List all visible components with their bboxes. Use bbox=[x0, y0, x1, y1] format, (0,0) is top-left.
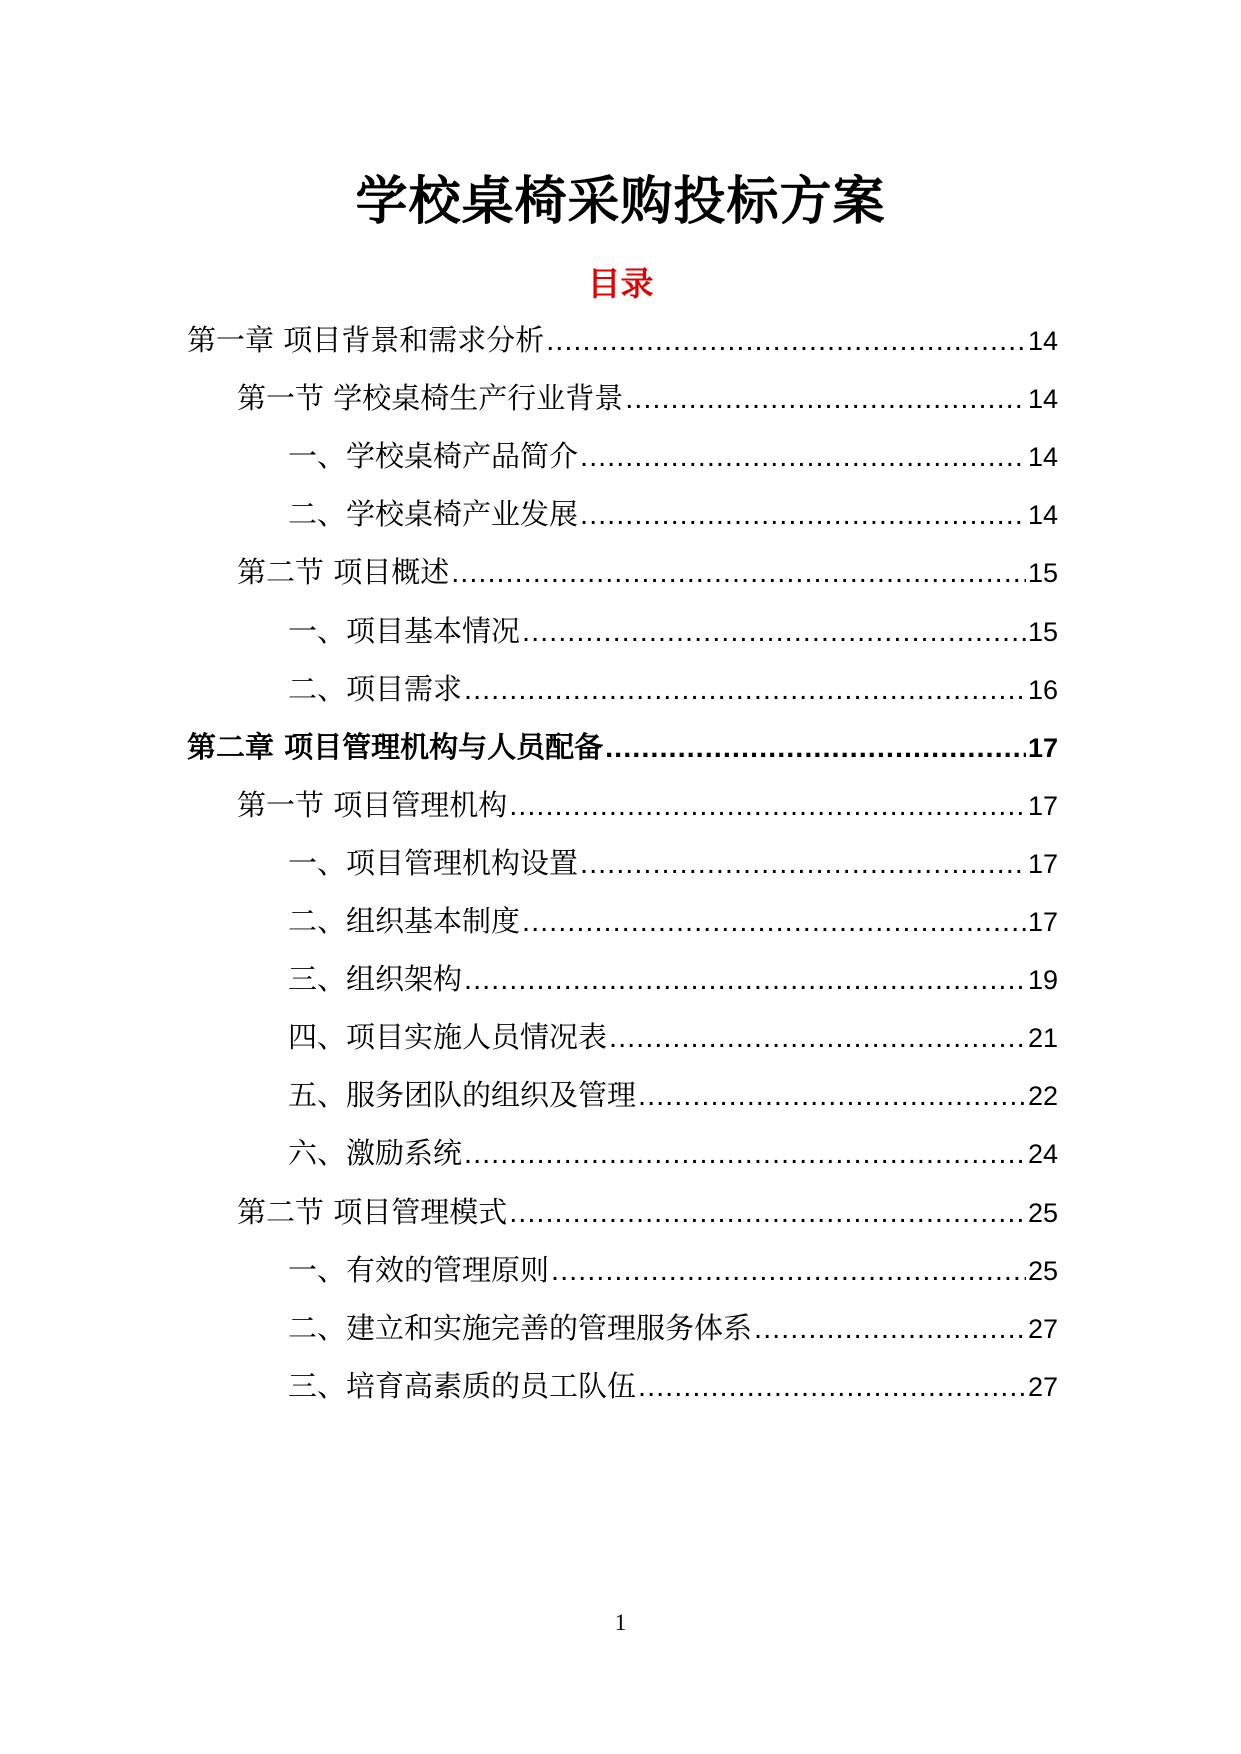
toc-entry[interactable] bbox=[237, 1190, 1058, 1234]
toc-entry-title: 五、服务团队的组织及管理 bbox=[288, 1078, 637, 1113]
toc-entry[interactable] bbox=[187, 318, 1058, 362]
toc-entry-page: 17 bbox=[1027, 732, 1058, 763]
toc-entry-page: 25 bbox=[1027, 1197, 1058, 1228]
toc-entry[interactable] bbox=[288, 1131, 1058, 1175]
toc-entry-page: 24 bbox=[1027, 1139, 1058, 1170]
toc-entry-title: 一、有效的管理原则 bbox=[288, 1252, 550, 1287]
toc-dot-leader bbox=[546, 319, 1026, 363]
toc-dot-leader bbox=[625, 377, 1026, 421]
toc-entry[interactable] bbox=[288, 957, 1058, 1001]
toc-entry-page: 16 bbox=[1027, 674, 1058, 705]
toc-entry-page: 17 bbox=[1027, 790, 1058, 821]
toc-dot-leader bbox=[551, 1249, 1026, 1293]
toc-heading: 目录 bbox=[587, 264, 654, 303]
toc-entry-title: 二、建立和实施完善的管理服务体系 bbox=[288, 1310, 753, 1345]
toc-dot-leader bbox=[580, 842, 1026, 886]
toc-dot-leader bbox=[464, 958, 1026, 1002]
toc-entry-page: 15 bbox=[1027, 616, 1058, 647]
toc-dot-leader bbox=[451, 551, 1026, 595]
toc-entry-page: 25 bbox=[1027, 1255, 1058, 1286]
toc-entry-title: 四、项目实施人员情况表 bbox=[288, 1020, 608, 1055]
toc-entry[interactable] bbox=[288, 1015, 1058, 1059]
toc-entry[interactable] bbox=[288, 1306, 1058, 1350]
toc-entry-title: 一、学校桌椅产品简介 bbox=[288, 439, 579, 474]
toc-entry-title: 一、项目管理机构设置 bbox=[288, 845, 579, 880]
toc-entry[interactable] bbox=[288, 899, 1058, 943]
toc-entry-title: 第一节 项目管理机构 bbox=[237, 787, 508, 822]
toc-entry-page: 14 bbox=[1027, 326, 1058, 356]
toc-entry-page: 17 bbox=[1027, 848, 1058, 879]
toc-entry-page: 17 bbox=[1027, 907, 1058, 937]
toc-dot-leader bbox=[522, 610, 1026, 654]
toc-entry-title: 第二节 项目概述 bbox=[237, 555, 450, 590]
toc-entry[interactable] bbox=[288, 1248, 1058, 1292]
toc-entry[interactable] bbox=[187, 725, 1058, 769]
toc-dot-leader bbox=[522, 900, 1026, 944]
toc-entry-page: 15 bbox=[1027, 558, 1058, 589]
toc-entry-title: 一、项目基本情况 bbox=[288, 613, 521, 648]
toc-dot-leader bbox=[509, 1191, 1026, 1235]
toc-entry[interactable] bbox=[237, 376, 1058, 420]
toc-entry[interactable] bbox=[288, 1364, 1058, 1408]
toc-dot-leader bbox=[580, 493, 1026, 537]
document-title: 学校桌椅采购投标方案 bbox=[355, 172, 886, 232]
toc-entry-page: 14 bbox=[1027, 500, 1058, 531]
toc-entry-title: 第二章 项目管理机构与人员配备 bbox=[187, 729, 604, 764]
toc-entry-page: 27 bbox=[1027, 1371, 1058, 1402]
toc-entry-title: 第一章 项目背景和需求分析 bbox=[187, 323, 545, 357]
toc-entry-page: 14 bbox=[1027, 384, 1058, 415]
toc-entry-title: 二、组织基本制度 bbox=[288, 904, 521, 938]
toc-entry-page: 19 bbox=[1027, 965, 1058, 996]
toc-dot-leader bbox=[464, 1132, 1026, 1176]
toc-dot-leader bbox=[464, 668, 1026, 712]
toc-entry[interactable] bbox=[237, 550, 1058, 594]
toc-dot-leader bbox=[638, 1365, 1026, 1409]
toc-entry[interactable] bbox=[288, 1073, 1058, 1117]
toc-entry-title: 六、激励系统 bbox=[288, 1136, 463, 1171]
page-number: 1 bbox=[614, 1610, 627, 1635]
toc-entry[interactable] bbox=[237, 783, 1058, 827]
toc-entry-title: 二、项目需求 bbox=[288, 671, 463, 706]
toc-entry-page: 14 bbox=[1027, 442, 1058, 473]
toc-dot-leader bbox=[754, 1307, 1026, 1351]
toc-entry-page: 27 bbox=[1027, 1313, 1058, 1344]
toc-entry-title: 三、组织架构 bbox=[288, 962, 463, 997]
toc-entry-title: 第二节 项目管理模式 bbox=[237, 1194, 508, 1229]
toc-dot-leader bbox=[580, 435, 1026, 479]
toc-entry[interactable] bbox=[288, 841, 1058, 885]
toc-dot-leader bbox=[605, 726, 1026, 770]
toc-entry[interactable] bbox=[288, 492, 1058, 536]
toc-entry-title: 三、培育高素质的员工队伍 bbox=[288, 1368, 637, 1403]
toc-dot-leader bbox=[509, 784, 1026, 828]
toc-entry[interactable] bbox=[288, 434, 1058, 478]
toc-entry-title: 第一节 学校桌椅生产行业背景 bbox=[237, 381, 624, 416]
toc-dot-leader bbox=[638, 1074, 1026, 1118]
toc-entry-page: 21 bbox=[1027, 1023, 1058, 1054]
toc-entry[interactable] bbox=[288, 667, 1058, 711]
toc-entry-page: 22 bbox=[1027, 1081, 1058, 1112]
toc-entry[interactable] bbox=[288, 609, 1058, 653]
toc-dot-leader bbox=[609, 1016, 1026, 1060]
toc-entry-title: 二、学校桌椅产业发展 bbox=[288, 497, 579, 532]
